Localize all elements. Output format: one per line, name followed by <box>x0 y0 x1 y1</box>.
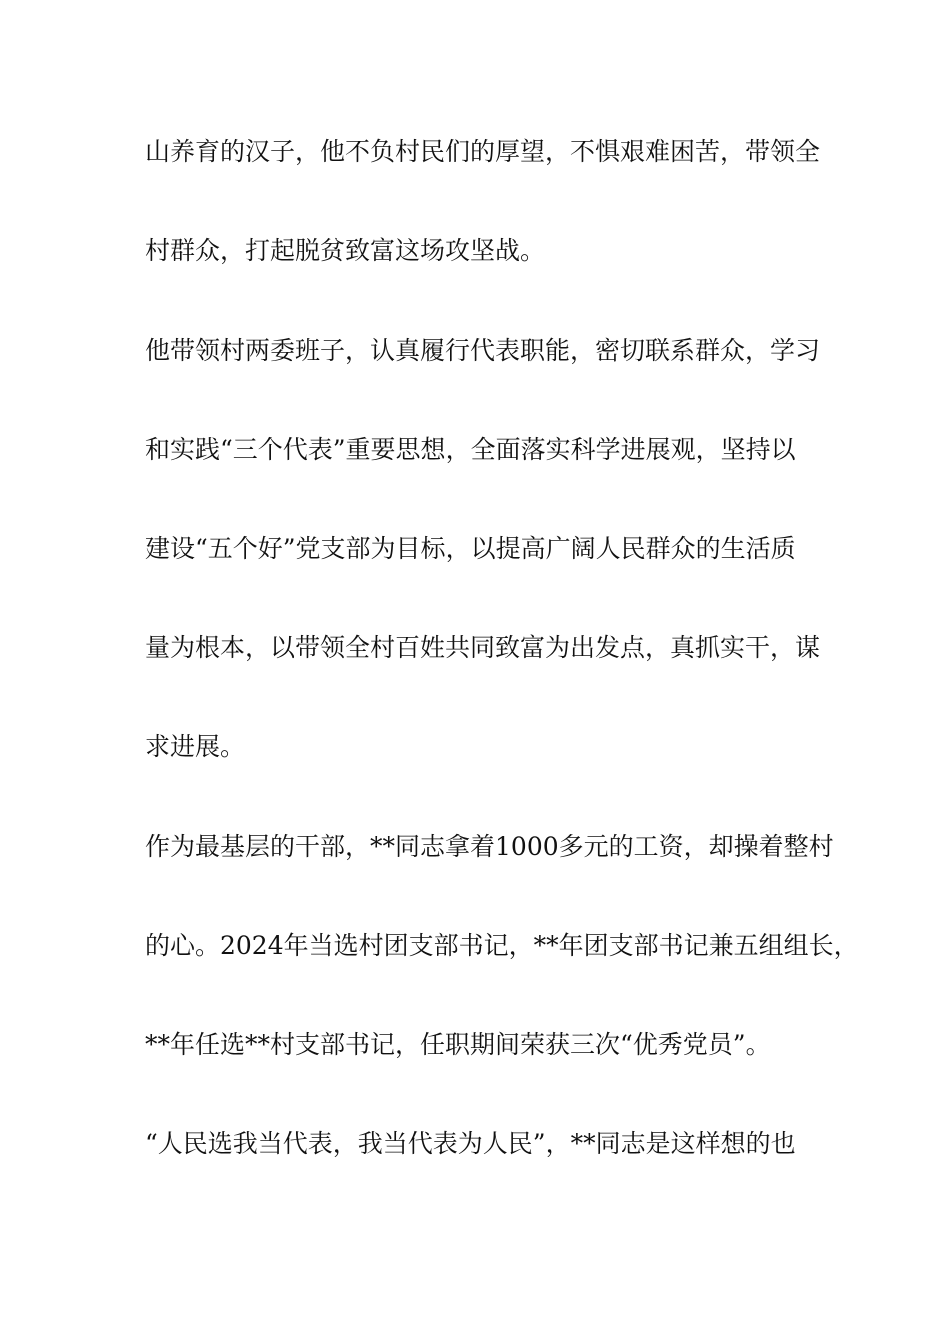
text-line: 和实践“三个代表”重要思想，全面落实科学进展观，坚持以 <box>145 435 796 464</box>
text-line: 村群众，打起脱贫致富这场攻坚战。 <box>145 236 546 265</box>
text-line: **年任选**村支部书记，任职期间荣获三次“优秀党员”。 <box>145 1030 771 1059</box>
text-line: 量为根本，以带领全村百姓共同致富为出发点，真抓实干，谋 <box>145 633 821 662</box>
text-line: 求进展。 <box>145 732 246 761</box>
text-line: 的心。2024年当选村团支部书记，**年团支部书记兼五组组长， <box>145 931 859 960</box>
text-line: 他带领村两委班子，认真履行代表职能，密切联系群众，学习 <box>145 336 821 365</box>
text-line: 作为最基层的干部，**同志拿着1000多元的工资，却操着整村 <box>145 832 834 861</box>
text-line: 山养育的汉子，他不负村民们的厚望，不惧艰难困苦，带领全 <box>145 137 821 166</box>
text-line: 建设“五个好”党支部为目标，以提高广阔人民群众的生活质 <box>145 534 796 563</box>
text-line: “人民选我当代表，我当代表为人民”，**同志是这样想的也 <box>145 1129 796 1158</box>
